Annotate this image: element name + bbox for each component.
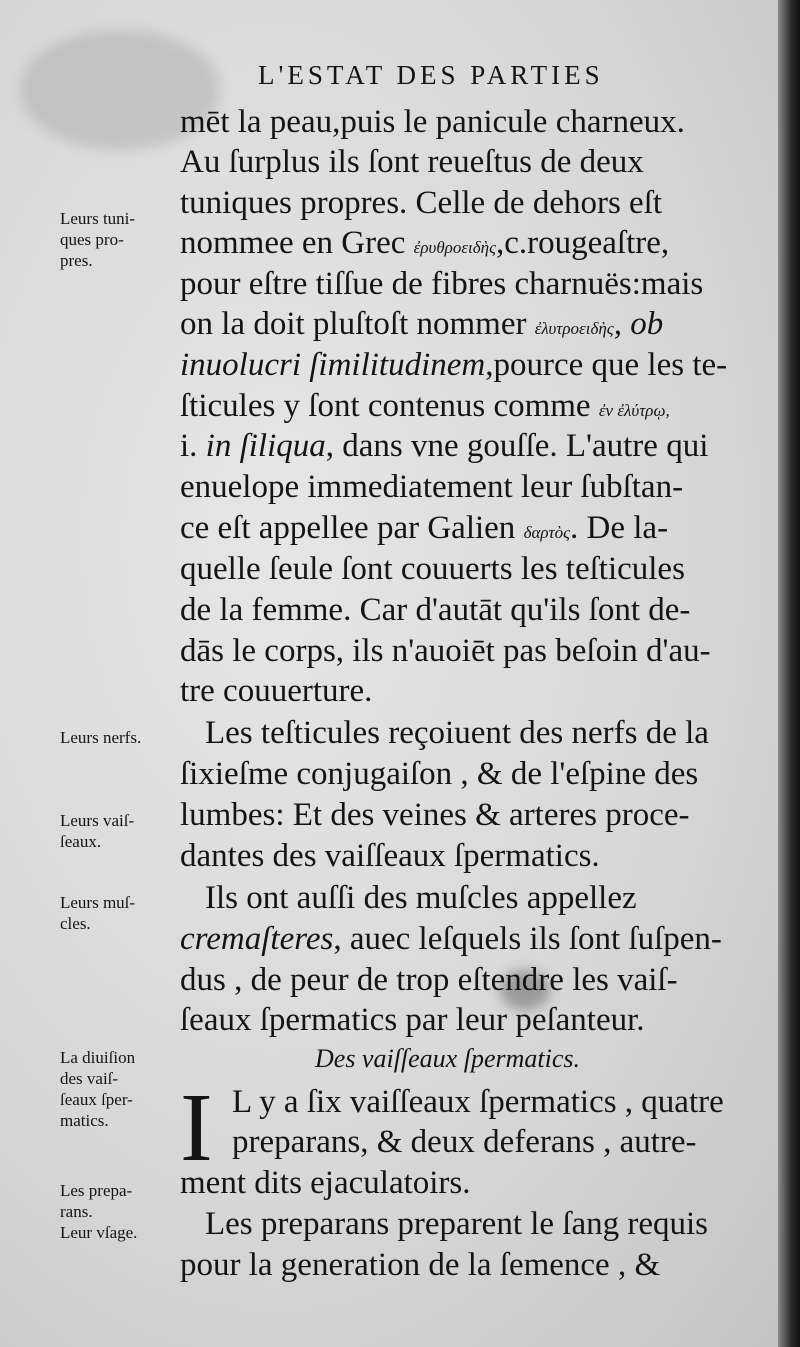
text-line: preparans, & deux deferans , autre- xyxy=(232,1124,697,1160)
book-binding xyxy=(778,0,800,1347)
margin-note: Leurs vaiſ- ſeaux. xyxy=(60,811,135,851)
running-header: L'ESTAT DES PARTIES xyxy=(258,60,604,90)
text-line: de la femme. Car d'autāt qu'ils ſont de- xyxy=(180,592,691,628)
text-run: ,c.rougeaſtre, xyxy=(495,225,670,261)
text-line: Les preparans preparent le ſang requis xyxy=(205,1206,709,1242)
margin-note: Les prepa- rans. Leur vſage. xyxy=(60,1181,138,1242)
text-run: . De la- xyxy=(570,510,669,546)
text-line xyxy=(180,223,770,268)
text-run: on la doit pluſtoſt nommer xyxy=(180,306,535,342)
latin-phrase: , ob xyxy=(613,306,664,342)
text-line: quelle ſeule ſont couuerts les teſticules xyxy=(180,551,685,587)
text-line: L y a ſix vaiſſeaux ſpermatics , quatre xyxy=(232,1084,724,1120)
text-line: pour la generation de la ſemence , & xyxy=(180,1247,661,1283)
text-run: nommee en Grec xyxy=(180,225,414,261)
text-line: dās le corps, ils n'auoiēt pas beſoin d'au- xyxy=(180,633,711,669)
section-heading: Des vaiſſeaux ſpermatics. xyxy=(315,1044,580,1073)
text-line xyxy=(180,304,770,349)
greek-word: δαρτὸς xyxy=(523,523,571,542)
text-line xyxy=(180,426,770,466)
text-line xyxy=(180,386,770,431)
text-line: lumbes: Et des veines & arteres proce- xyxy=(180,797,690,833)
text-line: tuniques propres. Celle de dehors eſt xyxy=(180,185,663,221)
text-line xyxy=(180,508,770,553)
text-line xyxy=(180,919,770,959)
text-line: Les teſticules reçoiuent des nerfs de la xyxy=(205,715,709,751)
latin-phrase: inuolucri ſimilitudinem xyxy=(180,347,486,383)
text-line: Ils ont auſſi des muſcles appellez xyxy=(205,880,637,916)
text-line: mēt la peau,puis le panicule charneux. xyxy=(180,104,685,140)
text-run: ſticules y ſont contenus comme xyxy=(180,388,599,424)
text-line: Au ſurplus ils ſont reueſtus de deux xyxy=(180,144,644,180)
greek-word: ἐν ἐλύτρῳ, xyxy=(598,401,670,420)
greek-word: ἐρυθροειδὴς xyxy=(413,238,496,257)
text-run: i. xyxy=(180,428,206,464)
margin-note: La diuiſion des vaiſ- ſeaux ſper- matics. xyxy=(60,1048,136,1130)
text-line: dus , de peur de trop eſtendre les vaiſ- xyxy=(180,962,678,998)
text-line: enuelope immediatement leur ſubſtan- xyxy=(180,469,684,505)
margin-note: Leurs muſ- cles. xyxy=(60,893,136,933)
drop-cap: I xyxy=(180,1074,213,1182)
text-run: , dans vne gouſſe. L'autre qui xyxy=(325,428,709,464)
text-line: tre couuerture. xyxy=(180,673,373,709)
margin-note: Leurs nerfs. xyxy=(60,728,142,747)
greek-word: ἐλυτροειδὴς xyxy=(534,319,614,338)
text-run: , auec leſquels ils ſont ſuſpen- xyxy=(333,921,722,957)
text-line: ſixieſme conjugaiſon , & de l'eſpine des xyxy=(180,756,699,792)
latin-phrase: in ſiliqua xyxy=(205,428,326,464)
text-line: ment dits ejaculatoirs. xyxy=(180,1165,471,1201)
text-line: ſeaux ſpermatics par leur peſanteur. xyxy=(180,1002,645,1038)
text-line xyxy=(180,345,770,385)
text-line: pour eſtre tiſſue de fibres charnuës:mais xyxy=(180,266,704,302)
text-run: ce eſt appellee par Galien xyxy=(180,510,524,546)
text-run: ,pource que les te- xyxy=(485,347,728,383)
text-line: dantes des vaiſſeaux ſpermatics. xyxy=(180,838,600,874)
latin-phrase: cremaſteres xyxy=(180,921,334,957)
margin-note: Leurs tuni- ques pro- pres. xyxy=(60,209,136,270)
